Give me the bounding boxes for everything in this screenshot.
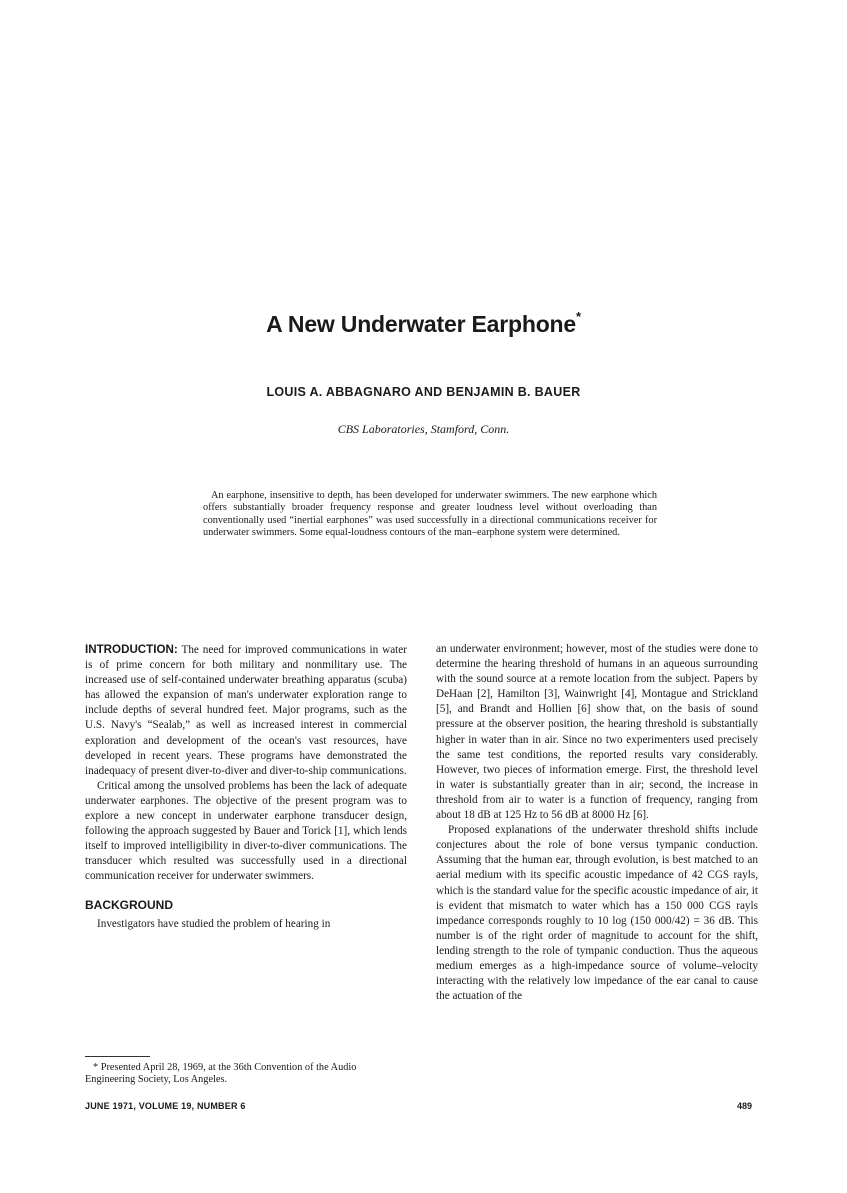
page-number: 489 <box>737 1101 753 1111</box>
column-left <box>85 642 407 932</box>
footnote-rule <box>85 1056 150 1057</box>
right-paragraph-1: an underwater environment; however, most of the studies were done to determine the hearing threshold of humans in an aqueous surrounding with the sound source at a remote location from the subject. Papers by DeHaan [2], Hamilton [3], Wainwright [4], Montague and Strickland [5], and Brandt and Hollien [6] show that, on the basis of sound pressure at the observer position, the hearing threshold is substantially higher in water than in air. Since no two experimenters used precisely the same test conditions, the reported results vary considerably. However, two pieces of information emerge. First, the threshold level in water is substantially greater than in air; second, the increase in threshold from air to water is a function of frequency, ranging from about 18 dB at 125 Hz to 56 dB at 8000 Hz [6]. <box>436 643 758 822</box>
journal-issue: JUNE 1971, VOLUME 19, NUMBER 6 <box>85 1101 246 1111</box>
paper-title-text: A New Underwater Earphone <box>266 311 576 337</box>
footnote: * Presented April 28, 1969, at the 36th Convention of the Audio Engineering Society, Los Angeles. <box>85 1062 357 1086</box>
title-footnote-marker: * <box>575 309 581 324</box>
paper-title <box>0 311 847 338</box>
intro-text-1: The need for improved communications in water is of prime concern for both military and nonmilitary use. The increased use of self-contained underwater breathing apparatus (scuba) has allowed the expansion of man's underwater exploration range to include depths of several hundred feet. Major programs, such as the U.S. Navy's “Sealab,” as well as increased interest in commercial exploration and development of the ocean's vast resources, have developed in recent years. These programs have demonstrated the inadequacy of present diver-to-diver and diver-to-ship communications. <box>85 644 407 777</box>
intro-heading: INTRODUCTION: <box>85 643 178 656</box>
affiliation: CBS Laboratories, Stamford, Conn. <box>337 422 510 436</box>
intro-paragraph-1 <box>85 642 407 779</box>
intro-paragraph-2: Critical among the unsolved problems has been the lack of adequate underwater earphones. The objective of the present program was to explore a new concept in underwater earphone transducer design, following the approach suggested by Bauer and Torick [1], which lends itself to improved intelligibility in diver-to-diver communications. The transducer which resulted was successfully used in a directional communication receiver for underwater swimmers. <box>85 779 407 883</box>
authors: LOUIS A. ABBAGNARO AND BENJAMIN B. BAUER <box>266 385 581 399</box>
abstract: An earphone, insensitive to depth, has been developed for underwater swimmers. The new earphone which offers substantially broader frequency response and greater loudness level without overloading than conventionally used “inertial earphones” was used successfully in a directional communications receiver for underwater swimmers. Some equal-loudness contours of the man–earphone system were determined. <box>203 490 657 538</box>
right-paragraph-2: Proposed explanations of the underwater threshold shifts include conjectures about the role of bone versus tympanic conduction. Assuming that the human ear, through evolution, is best matched to an aerial medium with its specific acoustic impedance of 42 CGS rayls, which is the standard value for the specific acoustic impedance of air, it is evident that mismatch to water which has a 150 000 CGS rayls impedance corresponds roughly to 10 log (150 000/42) = 36 dB. This number is of the right order of magnitude to account for the shift, lending strength to the role of tympanic conduction. Thus the aqueous medium emerges as a high-impedance source of volume–velocity interacting with the relatively low impedance of the ear canal to cause the actuation of the <box>436 824 758 1003</box>
background-heading: BACKGROUND <box>85 897 173 912</box>
background-paragraph-1: Investigators have studied the problem of hearing in <box>97 917 331 930</box>
column-right <box>436 642 758 1004</box>
